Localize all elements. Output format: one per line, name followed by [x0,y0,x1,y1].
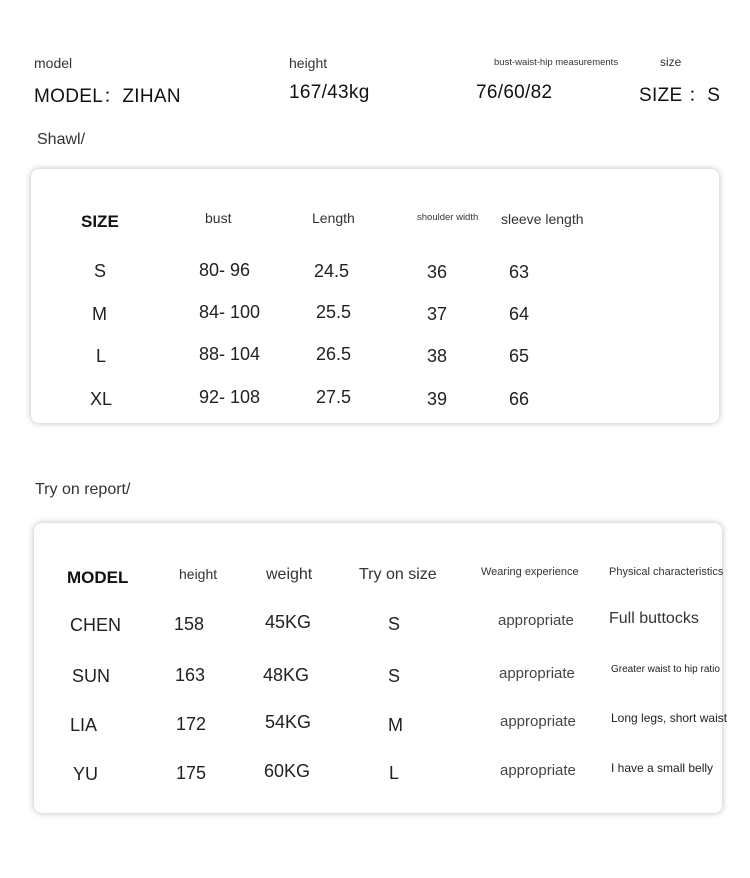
measurements-value: 76/60/82 [476,82,553,103]
table-cell: appropriate [500,713,576,730]
table-cell: 60KG [264,761,311,781]
height-value: 167/43kg [289,82,370,103]
model-label: model [34,55,73,71]
table-row: XL [90,389,113,409]
measurements-label: bust-waist-hip measurements [494,57,619,68]
table-cell: appropriate [499,665,575,682]
shawl-header-bust: bust [205,210,232,226]
shawl-header-sleeve-length: sleeve length [501,211,584,227]
shawl-header-size: SIZE [81,212,119,231]
table-row: S [94,261,107,281]
table-cell: L [389,763,400,783]
shawl-section-title: Shawl/ [37,131,86,148]
try-on-header-model: MODEL [67,568,129,587]
table-row: M [92,304,107,324]
try-on-header-height: height [179,566,218,582]
table-cell: 37 [427,304,448,324]
size-label: size [660,55,682,69]
shawl-header-shoulder-width: shoulder width [417,212,479,223]
table-cell: 80- 96 [199,260,251,280]
try-on-header-size: Try on size [359,566,437,583]
try-on-header-physical-characteristics: Physical characteristics [609,566,724,578]
table-row: SUN [72,666,111,686]
table-cell: 45KG [265,612,312,632]
table-cell: 39 [427,389,448,409]
table-row: CHEN [70,615,122,635]
table-cell: I have a small belly [611,761,714,775]
table-cell: 65 [509,346,530,366]
table-cell: 84- 100 [199,302,261,322]
table-cell: 172 [176,714,207,734]
table-cell: S [388,666,401,686]
table-cell: 38 [427,346,448,366]
table-cell: 64 [509,304,530,324]
try-on-header-weight: weight [266,566,313,583]
table-cell: 92- 108 [199,387,261,407]
table-cell: appropriate [498,612,574,629]
table-cell: Full buttocks [609,610,699,627]
try-on-section-title: Try on report/ [35,481,131,498]
table-cell: 48KG [263,665,310,685]
table-cell: 26.5 [316,344,352,364]
shawl-header-length: Length [312,210,355,226]
table-cell: S [388,614,401,634]
size-value: SIZE ：S [639,85,721,106]
table-cell: 24.5 [314,261,350,281]
model-value: MODEL：ZIHAN [34,86,181,107]
table-cell: 158 [174,614,205,634]
table-row: LIA [70,715,98,735]
table-cell: 88- 104 [199,344,261,364]
try-on-header-wearing-experience: Wearing experience [481,566,579,578]
table-cell: 54KG [265,712,312,732]
table-cell: 163 [175,665,206,685]
table-cell: 36 [427,262,448,282]
table-cell: 66 [509,389,530,409]
table-cell: Long legs, short waist [611,711,728,725]
table-row: YU [73,764,99,784]
table-cell: 27.5 [316,387,352,407]
table-cell: 175 [176,763,207,783]
table-cell: M [388,715,403,735]
table-cell: appropriate [500,762,576,779]
height-label: height [289,55,328,71]
table-cell: 25.5 [316,302,352,322]
table-cell: 63 [509,262,530,282]
table-cell: Greater waist to hip ratio [611,664,720,675]
table-row: L [96,346,107,366]
shawl-size-card [31,169,719,423]
